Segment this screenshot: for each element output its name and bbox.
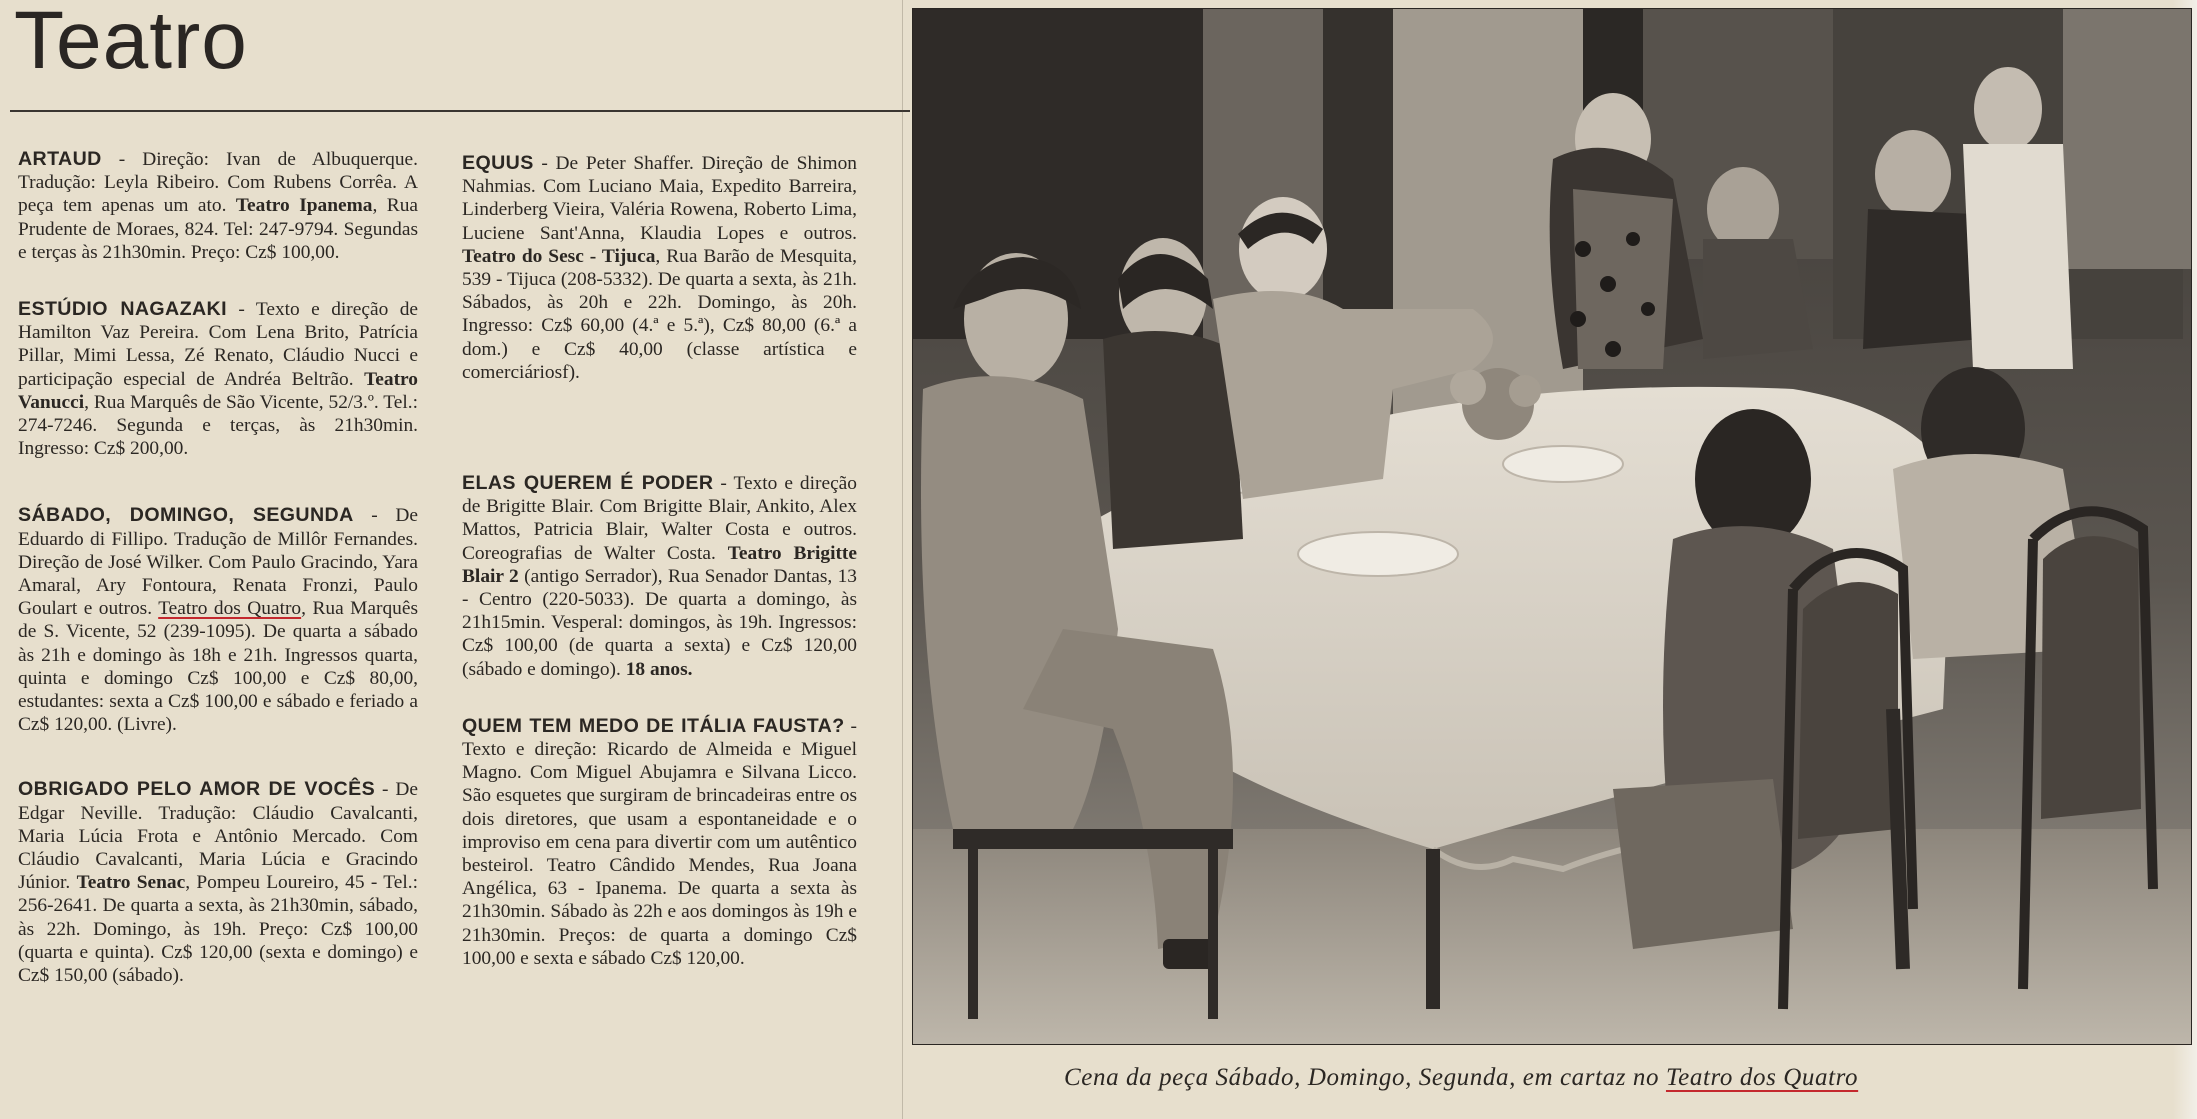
stage-photo-image [913,9,2191,1044]
title-rule [10,110,910,112]
play-title: ELAS QUEREM É PODER [462,472,714,495]
venue-name: Teatro Ipanema [235,195,373,217]
play-title: ESTÚDIO NAGAZAKI [18,298,227,321]
fold-line [902,0,903,1119]
listing-artaud [18,148,418,264]
play-title: QUEM TEM MEDO DE ITÁLIA FAUSTA? [462,714,845,737]
listing-equus [462,152,857,384]
caption-text: Cena da peça Sábado, Domingo, Segunda, em cartaz no [1064,1064,1666,1091]
stage-photo [912,8,2192,1045]
play-title: ARTAUD [18,148,102,170]
listing-text: - Direção: Ivan de Albuquerque. Tradução: Leyla Ribeiro. Com Rubens Corrêa. A peça tem apenas um ato. [18,149,418,217]
play-title: EQUUS [462,152,534,174]
listing-text: - De Eduardo di Fillipo. Tradução de Millôr Fernandes. Direção de José Wilker. Com Paulo Gracindo, Yara Amaral, Ary Fontoura, Renata Fronzi, Paulo Goulart e outros. [18,505,418,620]
venue-name: Teatro Senac [76,872,186,894]
listing-details: , Rua Prudente de Moraes, 824. Tel: 247-9794. Segundas e terças às 21h30min. Preço: Cz$ 100,00. [18,195,418,263]
listing-details: (antigo Serrador), Rua Senador Dantas, 13 - Centro (220-5033). De quarta a domingo, às 21h15min. Vesperal: domingos, às 19h. Ingressos: Cz$ 100,00 (de quarta a sexta) e Cz$ 120,00 (sábado e domingo). [462,565,858,680]
listing-elas-querem-e-poder [462,472,857,681]
listings-column-left [18,148,418,987]
play-title: OBRIGADO PELO AMOR DE VOCÊS [18,778,376,801]
caption-venue: Teatro dos Quatro [1665,1064,1859,1091]
listing-details: Teatro Cândido Mendes, Rua Joana Angélica, 63 - Ipanema. De quarta a sexta às 21h30min. Sábado às 22h e aos domingos às 19h e 21h30min. Preços: de quarta a domingo Cz$ 100,00 e sexta e sábado Cz$ 120,00. [462,855,857,969]
listing-details: , Rua Marquês de São Vicente, 52/3.º. Tel.: 274-7246. Segunda e terças, às 21h30min. Ingresso: Cz$ 200,00. [18,391,418,460]
photo-caption [1064,1064,1858,1092]
listing-obrigado-pelo-amor [18,778,418,987]
listing-details: , Pompeu Loureiro, 45 - Tel.: 256-2641. De quarta a sexta, às 21h30min, sábado, às 22h. Domingo, às 19h. Preço: Cz$ 100,00 (quarta e quinta). Cz$ 120,00 (sexta e domingo) e Cz$ 150,00 (sábado). [18,872,418,987]
listing-quem-tem-medo [462,715,857,970]
listing-details: , Rua Marquês de S. Vicente, 52 (239-1095). De quarta a sábado às 21h e domingo às 18h e 21h. Ingressos quarta, quinta e domingo Cz$ 100,00 e Cz$ 80,00, estudantes: sexta a Cz$ 100,00 e sábado e feriado a Cz$ 120,00. (Livre). [18,598,418,736]
venue-name: Teatro Vanucci [18,368,418,413]
listing-text: - Texto e direção de Hamilton Vaz Pereira. Com Lena Brito, Patrícia Pillar, Mimi Lessa, Zé Renato, Cláudio Nucci e participação especial de Andréa Beltrão. [18,299,418,390]
listing-details: , Rua Barão de Mesquita, 539 - Tijuca (208-5332). De quarta a sexta, às 21h. Sábados, às 20h e 22h. Domingo, às 20h. Ingresso: Cz$ 60,00 (4.ª e 5.ª), Cz$ 80,00 (6.ª a dom.) e Cz$ 40,00 (classe artística e comerciáriosf). [462,245,857,383]
listing-text: - Texto e direção: Ricardo de Almeida e Miguel Magno. Com Miguel Abujamra e Silvana Licco. São esquetes que surgiram de brincadeiras entre os dois diretores, que usam a espontaneidade e o improviso em cena para divertir com um autêntico besteirol. [462,715,858,877]
listing-sabado-domingo-segunda [18,504,418,736]
venue-name-underlined: Teatro dos Quatro [158,598,302,620]
listings-column-right [462,152,857,970]
section-title: Teatro [14,0,248,86]
venue-name: Teatro do Sesc - Tijuca [462,245,656,267]
venue-name: Teatro Brigitte Blair 2 [462,542,857,587]
listing-text: - De Peter Shaffer. Direção de Shimon Nahmias. Com Luciano Maia, Expedito Barreira, Linderberg Vieira, Valéria Rowena, Roberto Lima, Luciene Sant'Anna, Klaudia Lopes e outros. [462,153,857,244]
listing-estudio-nagazaki [18,298,418,460]
age-rating: 18 anos. [625,658,693,680]
play-title: SÁBADO, DOMINGO, SEGUNDA [18,504,354,527]
listing-text: - Texto e direção de Brigitte Blair. Com Brigitte Blair, Ankito, Alex Mattos, Patricia Blair, Walter Costa e outros. Coreografias de Walter Costa. [462,473,857,564]
listing-text: - De Edgar Neville. Tradução: Cláudio Cavalcanti, Maria Lúcia Frota e Antônio Mercado. Com Cláudio Cavalcanti, Maria Lúcia e Gracindo Júnior. [18,779,419,894]
